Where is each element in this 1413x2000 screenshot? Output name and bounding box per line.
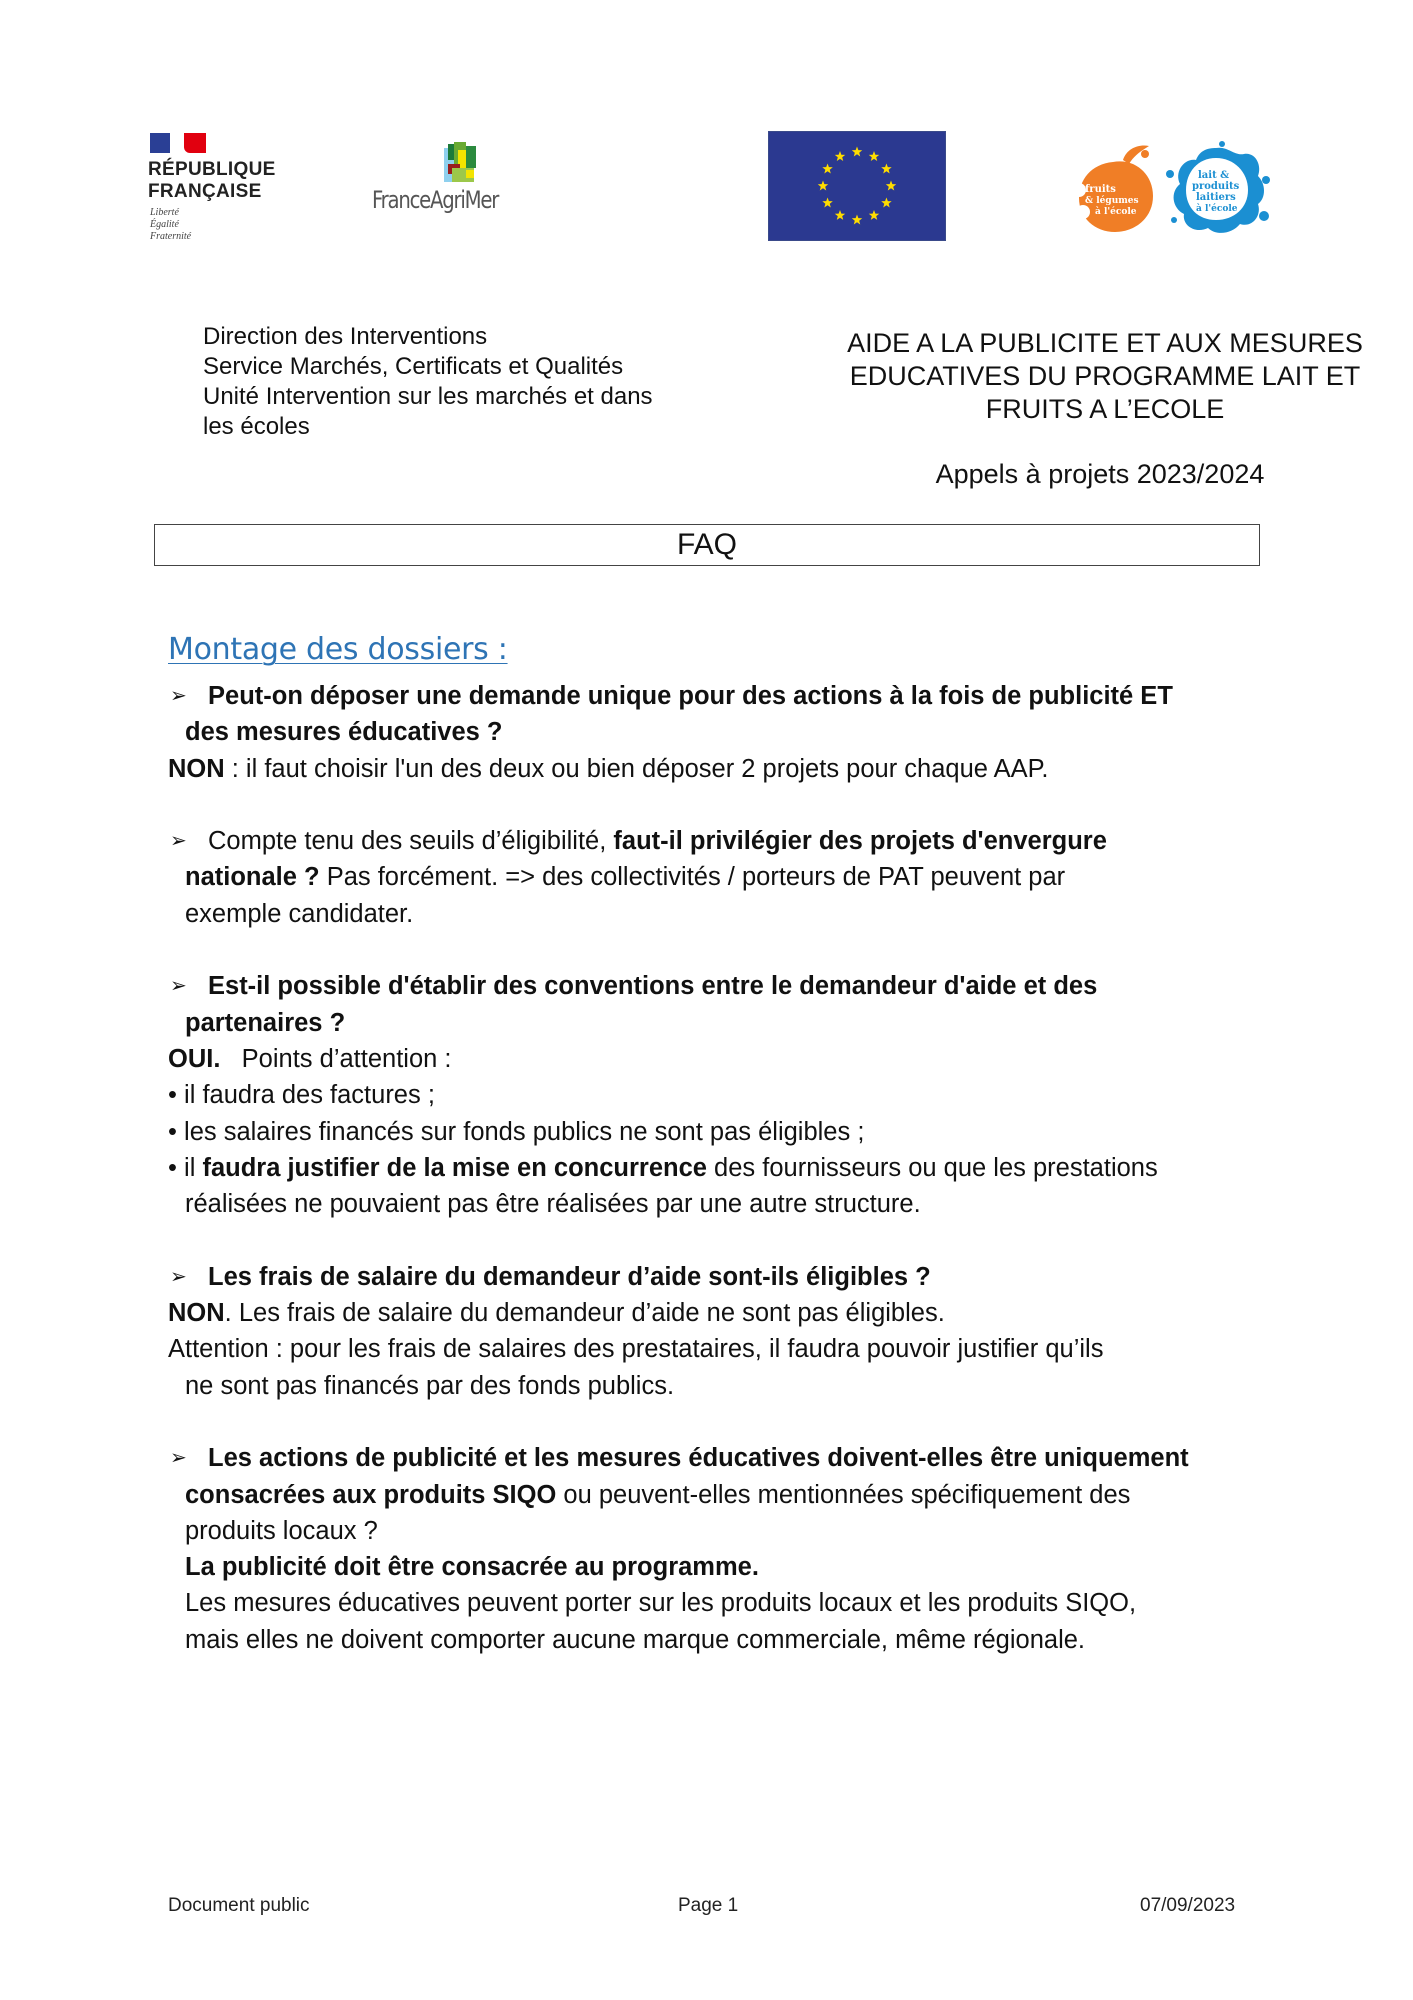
faq-question — [168, 678, 1278, 714]
answer-text: : il faut choisir l'un des deux ou bien déposer 2 projets pour chaque AAP. — [224, 754, 1049, 783]
eu-star-icon — [869, 210, 879, 220]
eu-star-icon — [869, 151, 879, 161]
answer-text: Pas forcément. => des collectivités / porteurs de PAT peuvent par — [319, 863, 1066, 892]
motto-liberte: Liberté — [150, 207, 179, 218]
lait-line4: à l'école — [1196, 204, 1238, 214]
franceagrimer-text: FranceAgriMer — [372, 186, 499, 214]
faq-answer — [168, 751, 1278, 787]
motto-egalite: Égalité — [150, 219, 179, 230]
document-title — [820, 327, 1390, 426]
eu-star-icon — [881, 164, 891, 174]
arrow-bullet-icon: ➢ — [170, 1265, 187, 1288]
department-info — [203, 322, 653, 442]
fruits-line1: fruits — [1085, 184, 1116, 195]
title-line: AIDE A LA PUBLICITE ET AUX MESURES — [847, 328, 1363, 358]
faq-item — [168, 678, 1278, 787]
department-line: les écoles — [203, 413, 310, 440]
arrow-bullet-icon: ➢ — [170, 1447, 187, 1470]
question-text-cont: produits locaux ? — [185, 1516, 378, 1545]
answer-text: Les mesures éducatives peuvent porter sur les produits locaux et les produits SIQO, — [185, 1589, 1137, 1618]
rf-name-line2: FRANÇAISE — [148, 181, 262, 202]
eu-star-icon — [852, 147, 862, 157]
list-item-text: il — [184, 1153, 203, 1182]
list-item — [168, 1077, 1278, 1113]
list-item-text: des fournisseurs ou que les prestations — [706, 1153, 1158, 1182]
eu-star-icon — [835, 210, 845, 220]
section-title: Montage des dossiers : — [168, 632, 508, 667]
answer-text: . Les frais de salaire du demandeur d’aide ne sont pas éligibles. — [224, 1299, 945, 1328]
answer-text-cont: exemple candidater. — [185, 899, 414, 928]
list-item-cont: réalisées ne pouvaient pas être réalisées par une autre structure. — [185, 1190, 921, 1219]
lait-produits-laitiers-ecole-logo — [1162, 140, 1272, 240]
faq-item — [168, 1259, 1278, 1404]
title-line: EDUCATIVES DU PROGRAMME LAIT ET — [849, 361, 1361, 391]
franceagrimer-logo — [372, 142, 532, 232]
list-item-bold: faudra justifier de la mise en concurrence — [202, 1153, 707, 1182]
milk-splash-icon — [1162, 140, 1272, 240]
faq-answer — [168, 1041, 1278, 1077]
republique-name — [148, 159, 276, 203]
department-line: Service Marchés, Certificats et Qualités — [203, 353, 624, 380]
question-text-cont: ou peuvent-elles mentionnées spécifiquement des — [556, 1480, 1131, 1509]
answer-text: Points d’attention : — [220, 1044, 452, 1073]
eu-star-icon — [852, 215, 862, 225]
attention-text: Attention : pour les frais de salaires des prestataires, il faudra pouvoir justifier qu’ils — [168, 1335, 1104, 1364]
question-bold: faut-il privilégier des projets d'envergure — [613, 827, 1107, 856]
arrow-bullet-icon: ➢ — [170, 685, 187, 707]
rf-name-line1: RÉPUBLIQUE — [148, 159, 276, 180]
eu-star-icon — [822, 198, 832, 208]
arrow-bullet-icon: ➢ — [170, 975, 187, 998]
list-item-text: il faudra des factures ; — [184, 1081, 435, 1110]
question-bold-cont: consacrées aux produits SIQO — [185, 1480, 557, 1509]
faq-item — [168, 823, 1278, 932]
bullet-dot-icon: • — [168, 1153, 177, 1182]
eu-stars-icon — [769, 132, 945, 240]
department-line: Unité Intervention sur les marchés et dans — [203, 383, 653, 410]
republique-motto — [150, 207, 191, 243]
answer-keyword: NON — [168, 1299, 225, 1328]
eu-star-icon — [881, 198, 891, 208]
answer-keyword: OUI. — [168, 1044, 221, 1073]
question-text: Compte tenu des seuils d’éligibilité, — [208, 827, 614, 856]
title-line: FRUITS A L’ECOLE — [985, 394, 1225, 424]
motto-fraternite: Fraternité — [150, 231, 192, 242]
faq-item — [168, 1440, 1278, 1658]
question-text-cont: partenaires ? — [185, 1008, 346, 1037]
bullet-dot-icon: • — [168, 1081, 177, 1110]
lait-line2: produits — [1192, 181, 1240, 192]
faq-item — [168, 968, 1278, 1222]
arrow-bullet-icon: ➢ — [170, 830, 187, 853]
fruits-line3: à l'école — [1095, 207, 1137, 217]
eu-star-icon — [835, 151, 845, 161]
footer-page-number: Page 1 — [678, 1895, 739, 1916]
faq-question — [168, 1440, 1278, 1476]
eu-star-icon — [818, 181, 828, 191]
answer-keyword: NON — [168, 754, 225, 783]
fruits-legumes-ecole-logo — [1073, 140, 1158, 235]
attention-text-cont: ne sont pas financés par des fonds publics. — [185, 1371, 675, 1400]
answer-text-cont: mais elles ne doivent comporter aucune marque commerciale, même régionale. — [185, 1625, 1086, 1654]
bullet-dot-icon: • — [168, 1117, 177, 1146]
footer-date: 07/09/2023 — [1140, 1895, 1236, 1916]
question-text: Est-il possible d'établir des conventions entre le demandeur d'aide et des — [208, 972, 1098, 1001]
question-bold-cont: nationale ? — [185, 863, 320, 892]
faq-question — [168, 1259, 1278, 1295]
lait-line3: laitiers — [1196, 192, 1236, 203]
list-item-text: les salaires financés sur fonds publics ne sont pas éligibles ; — [184, 1117, 865, 1146]
eu-star-icon — [822, 164, 832, 174]
marianne-flag-icon — [150, 133, 206, 153]
faq-body — [168, 678, 1278, 1658]
question-text-cont: des mesures éducatives ? — [185, 718, 503, 747]
question-text: Les actions de publicité et les mesures éducatives doivent-elles être uniquement — [208, 1444, 1189, 1473]
franceagrimer-mark-icon — [444, 142, 476, 184]
department-line: Direction des Interventions — [203, 323, 488, 350]
list-item — [168, 1114, 1278, 1150]
faq-question — [168, 968, 1278, 1004]
list-item — [168, 1150, 1278, 1186]
answer-bold: La publicité doit être consacrée au programme. — [185, 1553, 759, 1582]
question-text: Peut-on déposer une demande unique pour des actions à la fois de publicité ET — [208, 682, 1173, 710]
call-for-projects: Appels à projets 2023/2024 — [935, 459, 1265, 489]
eu-flag-logo — [768, 131, 946, 241]
faq-banner: FAQ — [154, 524, 1260, 566]
fruits-apple-icon — [1073, 140, 1158, 235]
fruits-line2: & légumes — [1085, 196, 1139, 206]
question-text: Les frais de salaire du demandeur d’aide sont-ils éligibles ? — [208, 1262, 931, 1291]
lait-line1: lait & — [1198, 170, 1230, 181]
faq-question — [168, 823, 1278, 859]
republique-francaise-logo — [148, 131, 288, 251]
eu-star-icon — [886, 181, 896, 191]
footer-classification: Document public — [168, 1895, 310, 1916]
faq-answer — [168, 1295, 1278, 1331]
